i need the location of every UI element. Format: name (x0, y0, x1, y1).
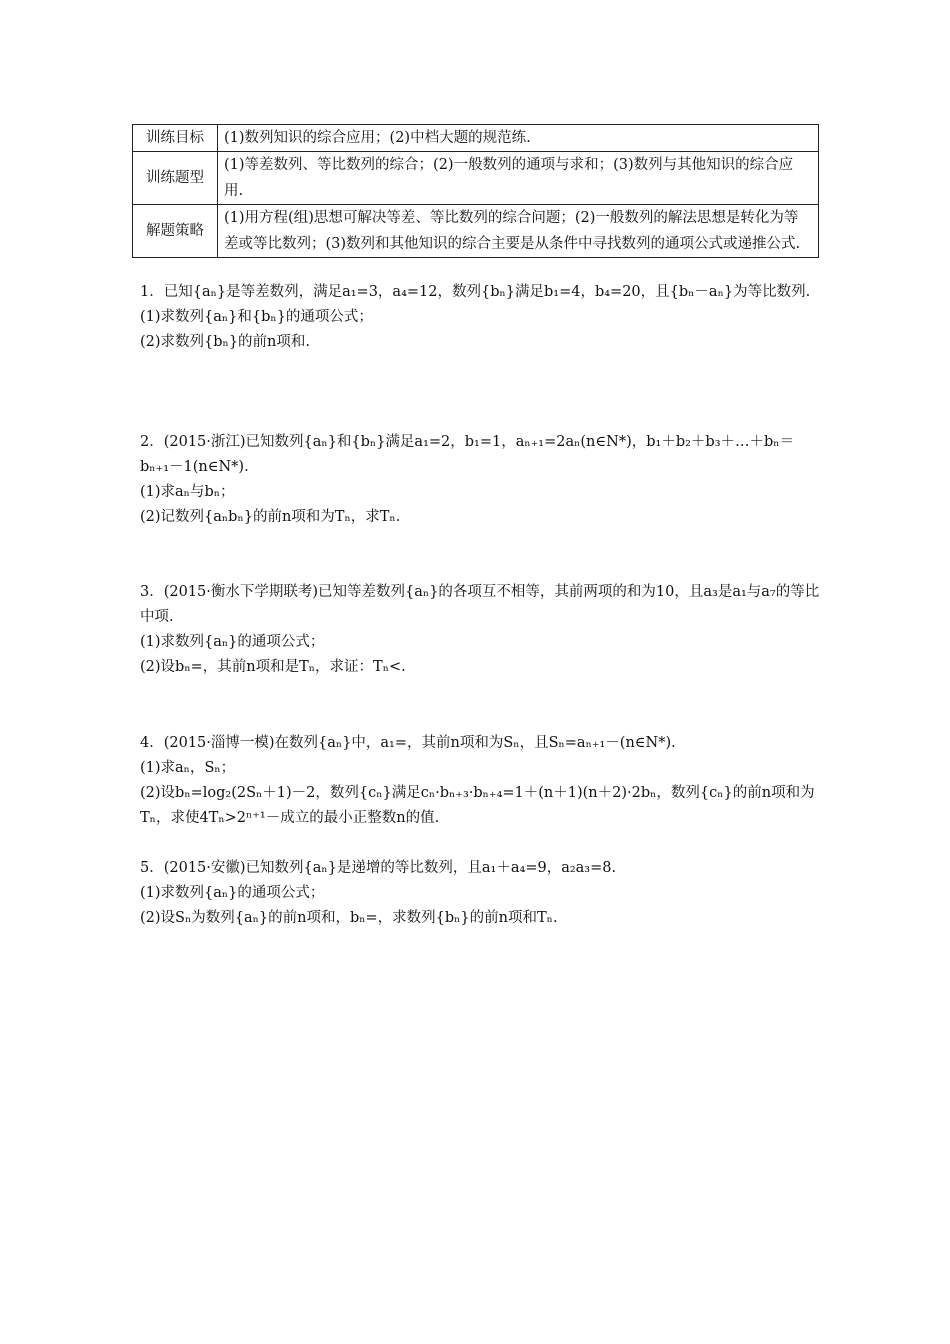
problem-part: (1)求数列{aₙ}的通项公式； (140, 634, 325, 650)
problem-3 (140, 580, 820, 680)
problem-stem: 4．(2015·淄博一模)在数列{aₙ}中，a₁=，其前n项和为Sₙ，且Sₙ=aₙ₊₁－(n∈N*). (140, 735, 676, 751)
problem-stem: 2．(2015·浙江)已知数列{aₙ}和{bₙ}满足a₁=2，b₁=1，aₙ₊₁=2aₙ(n∈N*)，b₁＋b₂＋b₃＋…＋bₙ＝bₙ₊₁－1(n∈N*). (140, 434, 795, 475)
problem-part: (1)求aₙ，Sₙ； (140, 760, 236, 776)
row-content: (1)用方程(组)思想可解决等差、等比数列的综合问题；(2)一般数列的解法思想是转化为等差或等比数列；(3)数列和其他知识的综合主要是从条件中寻找数列的通项公式或递推公式. (218, 205, 819, 258)
problem-4 (140, 731, 820, 831)
problem-2 (140, 430, 820, 530)
problem-5 (140, 856, 820, 931)
problem-1 (140, 280, 820, 355)
row-label: 训练题型 (133, 152, 218, 205)
row-content: (1)等差数列、等比数列的综合；(2)一般数列的通项与求和；(3)数列与其他知识的综合应用. (218, 152, 819, 205)
summary-table (132, 124, 819, 258)
problem-part: (2)设Sₙ为数列{aₙ}的前n项和，bₙ=，求数列{bₙ}的前n项和Tₙ. (140, 910, 558, 926)
problem-stem: 3．(2015·衡水下学期联考)已知等差数列{aₙ}的各项互不相等，其前两项的和为10，且a₃是a₁与a₇的等比中项. (140, 584, 820, 625)
row-label: 解题策略 (133, 205, 218, 258)
table-row (133, 125, 819, 152)
problem-part: (1)求aₙ与bₙ； (140, 484, 235, 500)
problem-part: (2)求数列{bₙ}的前n项和. (140, 334, 310, 350)
row-label: 训练目标 (133, 125, 218, 152)
problem-part: (2)记数列{aₙbₙ}的前n项和为Tₙ，求Tₙ. (140, 509, 401, 525)
table-row (133, 152, 819, 205)
table-row (133, 205, 819, 258)
problem-stem: 1．已知{aₙ}是等差数列，满足a₁=3，a₄=12，数列{bₙ}满足b₁=4，b₄=20，且{bₙ－aₙ}为等比数列. (140, 284, 811, 300)
problem-stem: 5．(2015·安徽)已知数列{aₙ}是递增的等比数列，且a₁＋a₄=9，a₂a₃=8. (140, 860, 617, 876)
problem-part: (1)求数列{aₙ}的通项公式； (140, 885, 325, 901)
problem-part: (2)设bₙ=，其前n项和是Tₙ，求证：Tₙ<. (140, 659, 406, 675)
row-content: (1)数列知识的综合应用；(2)中档大题的规范练. (218, 125, 819, 152)
problem-part: (2)设bₙ=log₂(2Sₙ＋1)－2，数列{cₙ}满足cₙ·bₙ₊₃·bₙ₊₄=1＋(n＋1)(n＋2)·2bₙ，数列{cₙ}的前n项和为Tₙ，求使4Tₙ>2ⁿ⁺¹－成立的最小正整数n的值. (140, 785, 815, 826)
problem-part: (1)求数列{aₙ}和{bₙ}的通项公式； (140, 309, 373, 325)
